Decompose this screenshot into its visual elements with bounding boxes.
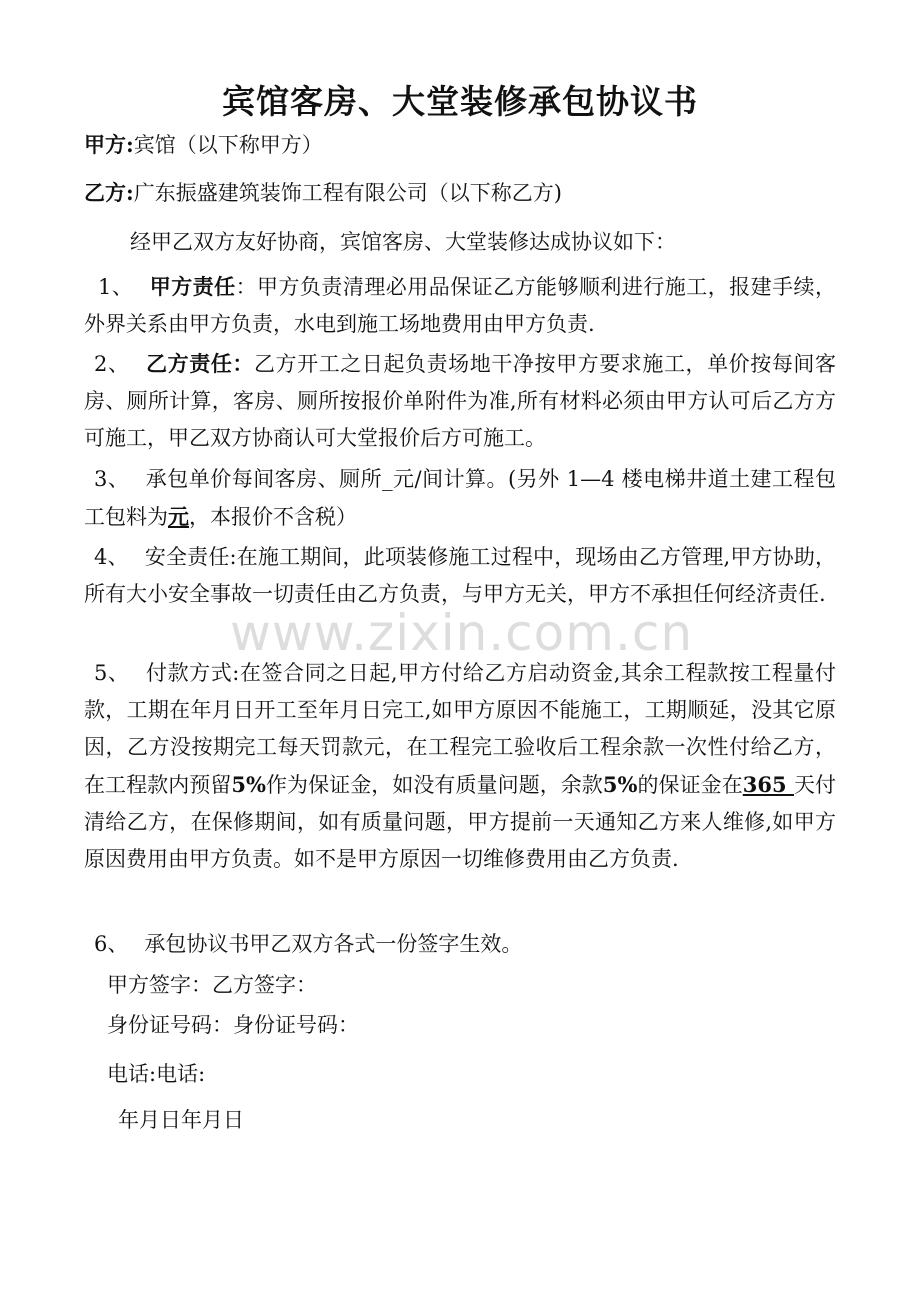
date-line: 年月日年月日 — [118, 1108, 244, 1132]
clause-1 — [84, 268, 836, 343]
signature-line: 甲方签字：乙方签字： — [107, 973, 317, 997]
clause-5-text-mid-2: 的保证金在 — [637, 773, 743, 797]
party-a-line — [84, 133, 844, 157]
party-b-label: 乙方: — [84, 180, 134, 205]
clause-6 — [84, 926, 836, 963]
document-title: 宾馆客房、大堂装修承包协议书 — [222, 82, 698, 121]
clause-5-text-after: 天付清给乙方，在保修期间，如有质量问题，甲方提前一天通知乙方来人维修,如甲方原因费用由甲方负责。如不是甲方原因一切维修费用由乙方负责. — [84, 773, 837, 871]
clause-5-text: 付款方式:在签合同之日起,甲方付给乙方启动资金,其余工程款按工程量付款，工期在年月日开工至年月日完工,如甲方原因不能施工，工期顺延，没其它原因，乙方没按期完工每天罚款元，在工程完工验收后工程余款一次性付给乙方，在工程款内预留 — [84, 661, 836, 797]
clause-1-number: 1、 — [98, 275, 134, 299]
clause-3-underlined: 元 — [168, 504, 189, 529]
clause-2-text: 乙方开工之日起负责场地干净按甲方要求施工，单价按每间客房、厕所计算，客房、厕所按报价单附件为准,所有材料必须由甲方认可后乙方方可施工，甲乙双方协商认可大堂报价后方可施工。 — [84, 352, 836, 450]
clause-5-days: 365 — [742, 772, 794, 797]
clause-2-number: 2、 — [94, 352, 130, 376]
clause-4-number: 4、 — [94, 545, 129, 569]
clause-5-balance-percent: 5% — [602, 772, 638, 797]
site-watermark: www.zixin.com.cn — [230, 604, 694, 662]
id-number-line: 身份证号码：身份证号码： — [107, 1013, 359, 1037]
clause-3-text-after: ，本报价不含税） — [189, 505, 357, 529]
phone-line: 电话:电话: — [107, 1062, 206, 1086]
clause-5 — [84, 655, 836, 878]
party-a-label: 甲方: — [84, 132, 134, 157]
clause-3-number: 3、 — [94, 467, 130, 491]
clause-3-text: 承包单价每间客房、厕所_元/间计算。(另外 1—4 楼电梯井道土建工程包工包料为 — [84, 467, 836, 529]
clause-1-text: ：甲方负责清理必用品保证乙方能够顺利进行施工，报建手续，外界关系由甲方负责，水电到施工场地费用由甲方负责. — [84, 275, 836, 336]
clause-4 — [84, 539, 836, 613]
clause-3 — [84, 461, 836, 536]
intro-line: 经甲乙双方友好协商，宾馆客房、大堂装修达成协议如下： — [130, 230, 676, 254]
clause-4-text: 安全责任:在施工期间，此项装修施工过程中，现场由乙方管理,甲方协助，所有大小安全事故一切责任由乙方负责，与甲方无关，甲方不承担任何经济责任. — [84, 545, 836, 606]
clause-6-number: 6、 — [94, 932, 129, 956]
clause-6-text: 承包协议书甲乙双方各式一份签字生效。 — [144, 932, 523, 956]
party-a-value: 宾馆（以下称甲方） — [133, 133, 323, 157]
party-b-value: 广东振盛建筑装饰工程有限公司（以下称乙方) — [133, 181, 562, 205]
clause-5-number: 5、 — [94, 661, 130, 685]
clause-5-text-mid-1: 作为保证金，如没有质量问题，余款 — [265, 773, 603, 797]
party-b-line — [84, 181, 844, 205]
clause-2-heading: 乙方责任： — [145, 351, 254, 376]
clause-5-retention-percent: 5% — [231, 772, 266, 797]
clause-2 — [84, 345, 836, 457]
clause-1-heading: 甲方责任 — [149, 274, 236, 299]
